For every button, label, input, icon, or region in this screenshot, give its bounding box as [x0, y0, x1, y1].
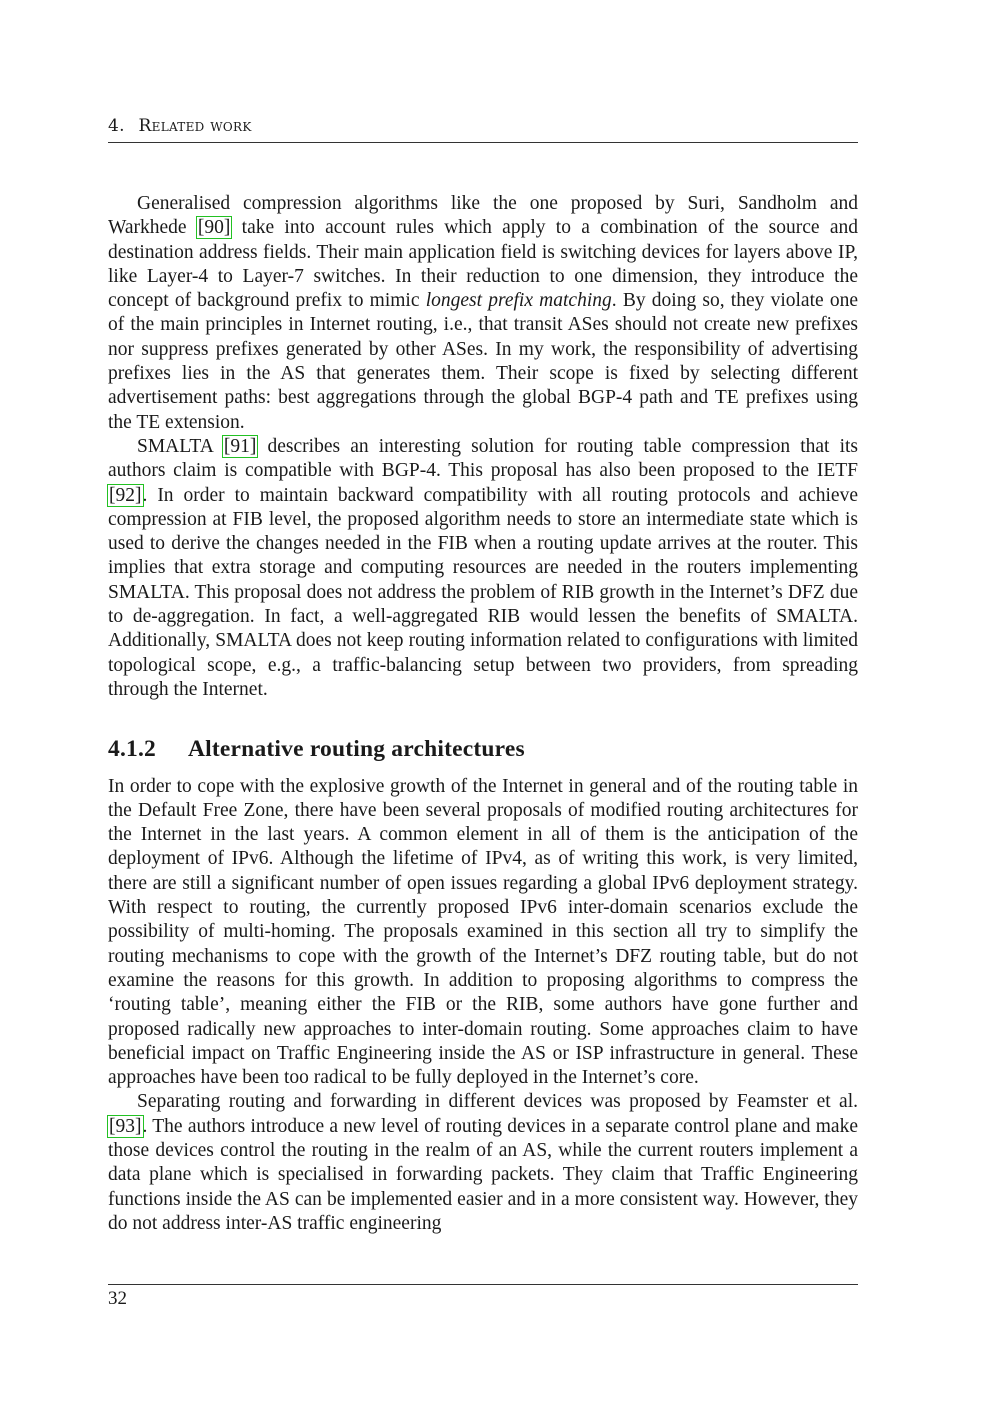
- citation-link-93[interactable]: [93]: [109, 1115, 142, 1137]
- paragraph-text: Separating routing and forwarding in different devices was proposed by Feamster et al.: [137, 1091, 858, 1113]
- paragraph-text: Generalised compression algorithms like the one proposed by Suri, Sandholm and Warkhede: [108, 193, 858, 239]
- paragraph-text: . The authors introduce a new level of routing devices in a separate control plane and make those devices control the routing in the realm of an AS, while the current routers implement a data plane which is specialised in forwarding packets. They claim that Traffic Engineering functions inside the AS can be implemented easier and in a more consistent way. However, they do not address inter-AS traffic engineering: [108, 1115, 858, 1234]
- body-text: [108, 192, 858, 1236]
- running-header: [108, 116, 858, 143]
- paragraph-text: take into account rules which apply to a combination of the source and destination address fields. Their main application field is switching devices for layers above IP, like Layer-4 to Layer-7 switches. In their reduction to one dimension, they introduce the concept of background prefix to mimic: [108, 217, 858, 312]
- paragraph-generalised-compression: [108, 192, 858, 435]
- emphasis-longest-prefix-matching: longest prefix matching: [425, 290, 612, 312]
- paragraph-separating-routing: [108, 1090, 858, 1236]
- chapter-title: Related work: [138, 116, 252, 136]
- paragraph-text: . In order to maintain backward compatibility with all routing protocols and achieve compression at FIB level, the proposed algorithm needs to store an intermediate state which is used to derive the changes needed in the FIB when a routing update arrives at the router. This implies that extra storage and computing resources are needed in the routers implementing SMALTA. This proposal does not address the problem of RIB growth in the Internet’s DFZ due to de-aggregation. In fact, a well-aggregated RIB would lessen the benefits of SMALTA. Additionally, SMALTA does not keep routing information related to configurations with limited topological scope, e.g., a traffic-balancing setup between two providers, from spreading through the Internet.: [108, 484, 858, 700]
- paragraph-text: SMALTA: [137, 435, 223, 457]
- paragraph-alternative-architectures: In order to cope with the explosive growth of the Internet in general and of the routing table in the Default Free Zone, there have been several proposals of modified routing architectures for the Internet in the last years. A common element in all of them is the anticipation of the deployment of IPv6. Although the lifetime of IPv4, as of writing this work, is very limited, there are still a significant number of open issues regarding a global IPv6 deployment strategy. With respect to routing, the currently proposed IPv6 inter-domain scenarios exclude the possibility of multi-homing. The proposals examined in this section all try to simplify the routing mechanisms to cope with the growth of the Internet’s DFZ routing table, but do not examine the reasons for this growth. In addition to proposing algorithms to compress the ‘routing table’, meaning either the FIB or the RIB, some authors have gone further and proposed radically new approaches to inter-domain routing. Some approaches claim to have beneficial impact on Traffic Engineering inside the AS or ISP infrastructure in general. These approaches have been too radical to be fully deployed in the Internet’s core.: [108, 775, 858, 1089]
- section-number: 4.1.2: [108, 736, 156, 763]
- section-title: Alternative routing architectures: [188, 736, 525, 763]
- section-heading: [108, 737, 858, 761]
- citation-link-92[interactable]: [92]: [109, 484, 142, 506]
- paragraph-text: describes an interesting solution for routing table compression that its authors claim is compatible with BGP-4. This proposal has also been proposed to the IETF: [108, 435, 858, 482]
- page-number: 32: [108, 1288, 127, 1309]
- citation-link-90[interactable]: [90]: [197, 217, 231, 239]
- citation-link-91[interactable]: [91]: [223, 435, 257, 457]
- page-footer: [108, 1284, 858, 1310]
- paragraph-smalta: [108, 435, 858, 702]
- chapter-number: 4.: [108, 116, 125, 136]
- paragraph-text: . By doing so, they violate one of the main principles in Internet routing, i.e., that transit ASes should not create new prefixes nor suppress prefixes generated by other ASes. In my work, the responsibility of advertising prefixes lies in the AS that generates them. Their scope is fixed by selecting different advertisement paths: best aggregations through the global BGP-4 path and TE prefixes using the TE extension.: [108, 290, 858, 433]
